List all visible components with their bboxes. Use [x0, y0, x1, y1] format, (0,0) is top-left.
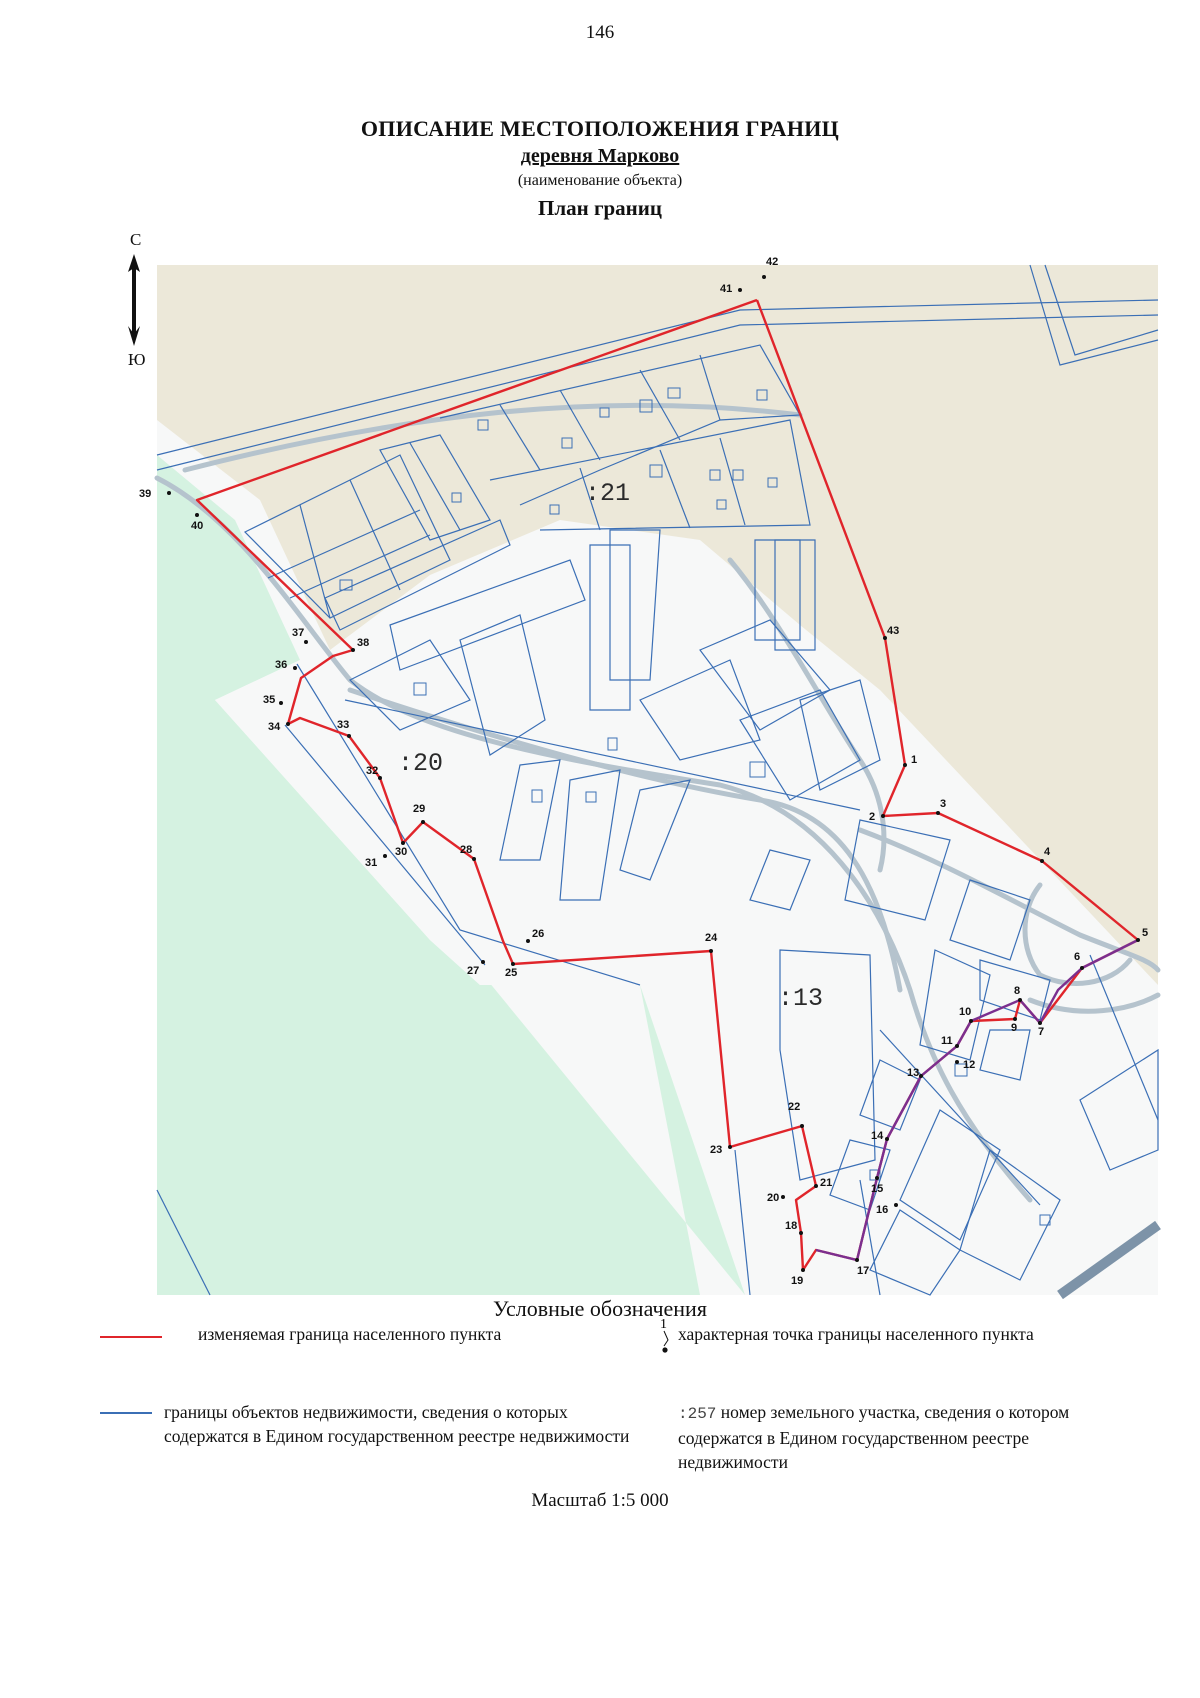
boundary-point-dot	[855, 1258, 859, 1262]
boundary-point-dot	[1040, 859, 1044, 863]
boundary-point-number: 26	[532, 928, 545, 940]
boundary-point-number: 33	[337, 719, 350, 731]
boundary-point-number: 9	[1011, 1022, 1018, 1034]
boundary-point-dot	[814, 1184, 818, 1188]
legend-red-line-text: изменяемая граница населенного пункта	[198, 1324, 502, 1344]
legend-parcel-text	[678, 1400, 1128, 1474]
boundary-point-number: 25	[505, 967, 518, 979]
boundary-point-number: 38	[357, 637, 370, 649]
legend-parcel-code: :257	[678, 1405, 717, 1423]
boundary-point-number: 12	[963, 1059, 976, 1071]
boundary-point-number: 40	[191, 520, 204, 532]
map-canvas	[139, 256, 1158, 1295]
boundary-point-dot	[1018, 998, 1022, 1002]
boundary-point-dot	[894, 1203, 898, 1207]
boundary-point-number: 10	[959, 1006, 972, 1018]
boundary-point-dot	[728, 1145, 732, 1149]
object-name	[0, 145, 1200, 168]
object-caption: (наименование объекта)	[517, 172, 683, 189]
boundary-point-dot	[293, 666, 297, 670]
legend-title: Условные обозначения	[493, 1296, 707, 1321]
boundary-point-dot	[481, 960, 485, 964]
boundary-point-dot	[875, 1176, 879, 1180]
legend-parcel-description: номер земельного участка, сведения о котором содержатся в Едином государственном реестре недвижимости	[678, 1402, 1070, 1472]
boundary-point-dot	[195, 513, 199, 517]
legend-point-text: характерная точка границы населенного пункта	[678, 1324, 1034, 1344]
boundary-point-number: 24	[705, 932, 718, 944]
scale-label: Масштаб 1:5 000	[531, 1490, 669, 1511]
boundary-point-number: 32	[366, 765, 379, 777]
boundary-point-number: 23	[710, 1144, 723, 1156]
boundary-point-dot	[167, 491, 171, 495]
parcel-label-13: :13	[778, 984, 824, 1013]
compass-north-label: С	[130, 230, 142, 249]
parcel-label-20: :20	[398, 749, 444, 778]
boundary-point-number: 16	[876, 1204, 889, 1216]
boundary-point-dot	[955, 1060, 959, 1064]
compass	[114, 230, 154, 370]
boundary-point-dot	[800, 1124, 804, 1128]
boundary-point-dot	[919, 1074, 923, 1078]
boundary-point-dot	[799, 1231, 803, 1235]
document-title: ОПИСАНИЕ МЕСТОПОЛОЖЕНИЯ ГРАНИЦ	[360, 116, 840, 141]
boundary-point-dot	[351, 648, 355, 652]
legend-blue-line-text: границы объектов недвижимости, сведения о которых содержатся в Едином государственном реестре недвижимости	[164, 1402, 630, 1446]
boundary-point-dot	[1013, 1017, 1017, 1021]
boundary-point-number: 22	[788, 1101, 801, 1113]
boundary-point-number: 27	[467, 965, 480, 977]
boundary-point-number: 6	[1074, 951, 1081, 963]
boundary-point-number: 20	[767, 1192, 780, 1204]
boundary-point-number: 5	[1142, 927, 1149, 939]
legend-blue-line-swatch	[100, 1412, 152, 1414]
north-arrow-icon	[122, 254, 146, 350]
boundary-point-number: 42	[766, 256, 779, 268]
boundary-point-dot	[881, 814, 885, 818]
boundary-point-dot	[526, 939, 530, 943]
boundary-point-number: 13	[907, 1067, 920, 1079]
boundary-point-dot	[1080, 966, 1084, 970]
boundary-point-dot	[738, 288, 742, 292]
boundary-point-dot	[781, 1195, 785, 1199]
boundary-point-number: 15	[871, 1183, 884, 1195]
boundary-point-number: 8	[1014, 985, 1021, 997]
boundary-point-number: 7	[1038, 1026, 1045, 1038]
boundary-map	[139, 256, 1158, 1295]
boundary-point-number: 11	[941, 1035, 953, 1047]
boundary-point-number: 43	[887, 625, 900, 637]
compass-south-label: Ю	[128, 350, 146, 369]
boundary-point-dot	[421, 820, 425, 824]
boundary-point-number: 31	[365, 857, 378, 869]
boundary-point-number: 29	[413, 803, 426, 815]
boundary-point-number: 19	[791, 1275, 804, 1287]
plan-title: План границ	[538, 196, 662, 220]
legend-red-line-swatch	[100, 1336, 162, 1338]
boundary-point-dot	[936, 811, 940, 815]
boundary-point-number: 30	[395, 846, 408, 858]
boundary-point-number: 37	[292, 627, 305, 639]
boundary-point-dot	[304, 640, 308, 644]
boundary-point-number: 14	[871, 1130, 884, 1142]
page-number: 146	[585, 22, 615, 43]
boundary-point-icon	[656, 1316, 678, 1356]
boundary-point-number: 39	[139, 488, 152, 500]
boundary-point-dot	[955, 1044, 959, 1048]
boundary-point-number: 17	[857, 1265, 870, 1277]
boundary-point-dot	[885, 1137, 889, 1141]
boundary-point-dot	[401, 841, 405, 845]
boundary-point-number: 35	[263, 694, 276, 706]
boundary-point-dot	[709, 949, 713, 953]
boundary-point-dot	[511, 962, 515, 966]
boundary-point-dot	[383, 854, 387, 858]
boundary-point-dot	[286, 722, 290, 726]
boundary-point-dot	[903, 763, 907, 767]
boundary-point-dot	[969, 1019, 973, 1023]
boundary-point-number: 36	[275, 659, 288, 671]
boundary-point-number: 18	[785, 1220, 798, 1232]
boundary-point-number: 28	[460, 844, 473, 856]
boundary-point-number: 3	[940, 798, 947, 810]
boundary-point-number: 1	[911, 754, 918, 766]
boundary-point-dot	[801, 1268, 805, 1272]
boundary-point-number: 21	[820, 1177, 833, 1189]
boundary-point-dot	[378, 776, 382, 780]
boundary-point-number: 41	[720, 283, 733, 295]
boundary-point-number: 2	[869, 811, 876, 823]
boundary-point-dot	[472, 857, 476, 861]
boundary-point-dot	[1136, 938, 1140, 942]
parcel-label-21: :21	[585, 479, 631, 508]
boundary-point-dot	[279, 701, 283, 705]
boundary-point-number: 34	[268, 721, 281, 733]
legend-point-number: 1	[660, 1317, 667, 1332]
boundary-point-dot	[1038, 1021, 1042, 1025]
boundary-point-dot	[762, 275, 766, 279]
boundary-point-number: 4	[1044, 846, 1051, 858]
boundary-point-dot	[347, 734, 351, 738]
object-name-text: деревня Марково	[520, 145, 680, 167]
